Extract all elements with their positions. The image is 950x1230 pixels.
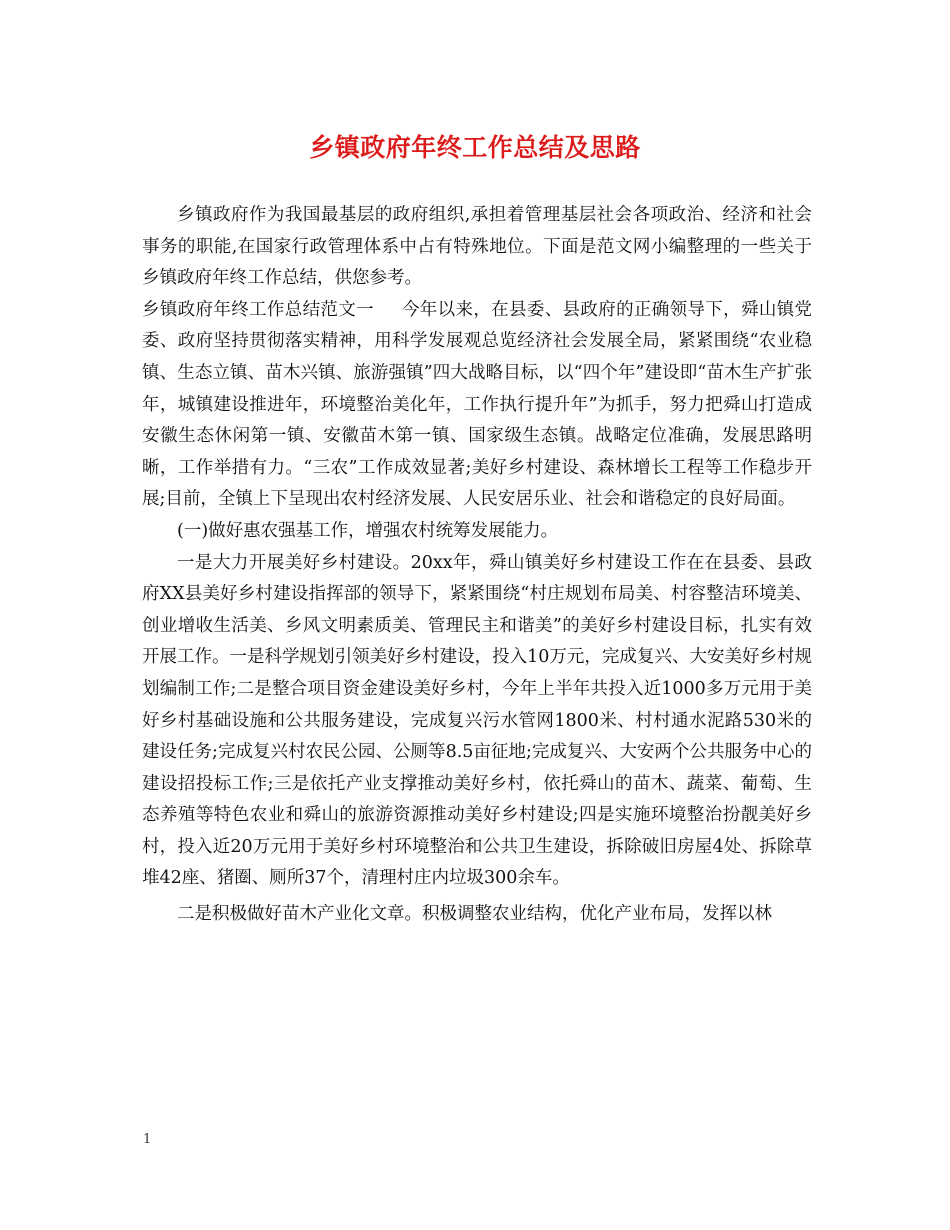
section-label: 乡镇政府年终工作总结范文一 [142, 299, 374, 320]
section-body: 今年以来，在县委、县政府的正确领导下，舜山镇党委、政府坚持贯彻落实精神，用科学发展观总览经济社会发展全局，紧紧围绕“农业稳镇、生态立镇、苗木兴镇、旅游强镇”四大战略目标，以“四个年”建设即“苗木生产扩张年，城镇建设推进年，环境整治美化年，工作执行提升年”为抓手，努力把舜山打造成安徽生态休闲第一镇、安徽苗木第一镇、国家级生态镇。战略定位准确，发展思路明晰，工作举措有力。“三农”工作成效显著;美好乡村建设、森林增长工程等工作稳步开展;目前，全镇上下呈现出农村经济发展、人民安居乐业、社会和谐稳定的良好局面。 [142, 299, 813, 510]
section-heading: (一)做好惠农强基工作，增强农村统筹发展能力。 [177, 520, 559, 541]
intro-paragraph: 乡镇政府作为我国最基层的政府组织,承担着管理基层社会各项政治、经济和社会事务的职能,在国家行政管理体系中占有特殊地位。下面是范文网小编整理的一些关于乡镇政府年终工作总结，供您参考。 [142, 205, 812, 289]
document-title: 乡镇政府年终工作总结及思路 [309, 133, 641, 162]
page-number: 1 [143, 1132, 152, 1147]
body-paragraph-1: 一是大力开展美好乡村建设。20xx年，舜山镇美好乡村建设工作在在县委、县政府XX县美好乡村建设指挥部的领导下，紧紧围绕“村庄规划布局美、村容整洁环境美、创业增收生活美、乡风文明素质美、管理民主和谐美”的美好乡村建设目标，扎实有效开展工作。一是科学规划引领美好乡村建设，投入10万元，完成复兴、大安美好乡村规划编制工作;二是整合项目资金建设美好乡村，今年上半年共投入近1000多万元用于美好乡村基础设施和公共服务建设，完成复兴污水管网1800米、村村通水泥路530米的建设任务;完成复兴村农民公园、公厕等8.5亩征地;完成复兴、大安两个公共服务中心的建设招投标工作;三是依托产业支撑推动美好乡村，依托舜山的苗木、蔬菜、葡萄、生态养殖等特色农业和舜山的旅游资源推动美好乡村建设;四是实施环境整治扮靓美好乡村，投入近20万元用于美好乡村环境整治和公共卫生建设，拆除破旧房屋4处、拆除草堆42座、猪圈、厕所37个，清理村庄内垃圾300余车。 [142, 552, 812, 889]
body-paragraph-2: 二是积极做好苗木产业化文章。积极调整农业结构，优化产业布局，发挥以林 [177, 904, 772, 925]
document-body [142, 200, 812, 931]
section-paragraph [142, 295, 812, 516]
